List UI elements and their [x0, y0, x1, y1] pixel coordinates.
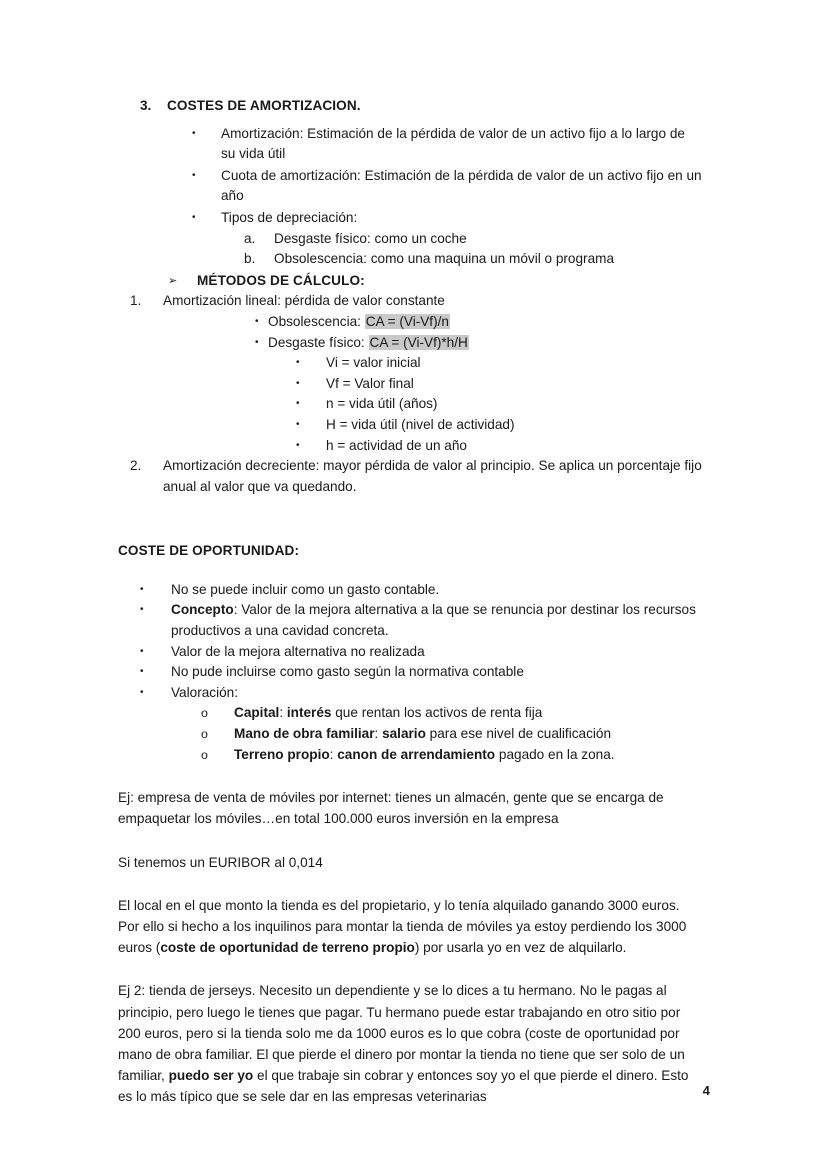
disc-bullet-icon: •: [255, 336, 259, 348]
list-marker-letter: b.: [244, 251, 256, 267]
definition-text: H = vida útil (nivel de actividad): [326, 416, 515, 432]
valoracion-separator: :: [374, 726, 383, 742]
paragraph-ejemplo-moviles: Ej: empresa de venta de móviles por internet: tienes un almacén, gente que se encarga de empaquetar los móviles…en total 100.000 euros inversión en la empresa: [118, 790, 664, 827]
hollow-circle-bullet-icon: o: [201, 706, 208, 721]
disc-bullet-icon: •: [255, 315, 259, 327]
list-marker-number: 3.: [140, 98, 152, 113]
heading-metodos-de-calculo: [168, 271, 702, 292]
hollow-circle-bullet-icon: o: [201, 727, 208, 742]
disc-bullet-icon: •: [296, 357, 300, 369]
definition-h-lower: [296, 436, 702, 457]
disc-bullet-icon: •: [296, 377, 300, 389]
disc-bullet-icon: •: [140, 686, 144, 698]
bullet-text: No pude incluirse como gasto según la normativa contable: [171, 664, 524, 680]
list-item-text: Obsolescencia: como una maquina un móvil o programa: [274, 251, 615, 267]
valoracion-item-mano-de-obra-familiar: [201, 724, 702, 745]
list-marker-number: 2.: [130, 458, 142, 474]
formula-line: [268, 312, 702, 333]
list-marker-letter: a.: [244, 230, 256, 246]
paragraph-local-alquiler: [118, 895, 702, 959]
valoracion-item-terreno-propio: [201, 745, 702, 766]
page-number: 4: [702, 1083, 710, 1098]
formula-highlighted: CA = (Vi-Vf)*h/H: [369, 334, 468, 350]
paragraph-part: ) por usarla yo en vez de alquilarlo.: [414, 940, 627, 956]
paragraph-part: el que trabaje sin cobrar y entonces soy yo el que pierde el dinero. Esto es lo más típico que se sele dar en las empresas veterinarias: [118, 1068, 689, 1105]
bullet-text: No se puede incluir como un gasto contable.: [171, 581, 440, 597]
bullet-text: Valoración:: [171, 684, 238, 700]
term-concepto: Concepto: [171, 602, 234, 618]
heading-costes-amortizacion: [140, 96, 702, 117]
disc-bullet-icon: •: [192, 211, 196, 223]
definition-text: h = actividad de un año: [326, 437, 467, 453]
bullet-text: Tipos de depreciación:: [221, 209, 358, 225]
arrow-bullet-icon: ➢: [168, 274, 178, 287]
list-item-desgaste-fisico: [244, 229, 702, 250]
bullet-text: Amortización: Estimación de la pérdida de valor de un activo fijo a lo largo de su vida útil: [221, 125, 685, 162]
heading-text: MÉTODOS DE CÁLCULO:: [197, 272, 365, 288]
paragraph-ejemplo-jerseys: [118, 980, 702, 1107]
disc-bullet-icon: •: [192, 127, 196, 139]
definition-h-upper: [296, 415, 702, 436]
list-item-text: Amortización decreciente: mayor pérdida de valor al principio. Se aplica un porcentaje fijo anual al valor que va quedando.: [163, 458, 702, 494]
valoracion-text: [234, 745, 702, 766]
definition-vi: [296, 353, 702, 374]
paragraph-part: El local en el que monto la tienda es del propietario, y lo tenía alquilado ganando 3000 euros. Por ello si hecho a los inquilinos para montar la tienda de móviles ya estoy perdiendo los 3000 euros (: [118, 897, 687, 956]
paragraph-emphasis: puedo ser yo: [168, 1068, 254, 1084]
bullet-tipos-depreciacion: [192, 208, 702, 229]
valoracion-rest: que rentan los activos de renta fija: [331, 705, 543, 721]
bullet-text: Cuota de amortización: Estimación de la pérdida de valor de un activo fijo en un año: [221, 167, 702, 204]
bullet-text: [171, 600, 702, 641]
bullet-no-gasto-contable: [140, 580, 702, 601]
formula-row-desgaste-fisico: [255, 333, 702, 354]
formula-label: Desgaste físico:: [268, 334, 369, 350]
formula-line: [268, 333, 702, 354]
definition-text: n = vida útil (años): [326, 396, 438, 412]
valoracion-separator: :: [329, 746, 338, 762]
valoracion-item-capital: [201, 703, 702, 724]
valoracion-text: [234, 703, 702, 724]
valoracion-emphasis: interés: [286, 705, 332, 721]
heading-coste-de-oportunidad: COSTE DE OPORTUNIDAD:: [118, 543, 300, 559]
disc-bullet-icon: •: [140, 666, 144, 678]
disc-bullet-icon: •: [140, 583, 144, 595]
formula-highlighted: CA = (Vi-Vf)/n: [365, 313, 449, 329]
bullet-amortizacion: [192, 124, 702, 165]
valoracion-rest: para ese nivel de cualificación: [425, 726, 612, 742]
list-item-amortizacion-lineal: [130, 291, 702, 312]
disc-bullet-icon: •: [296, 439, 300, 451]
definition-n: [296, 394, 702, 415]
definition-vf: [296, 374, 702, 395]
list-item-text: Desgaste físico: como un coche: [274, 230, 467, 246]
disc-bullet-icon: •: [296, 398, 300, 410]
disc-bullet-icon: •: [296, 418, 300, 430]
valoracion-term: Terreno propio: [234, 746, 330, 762]
list-marker-number: 1.: [130, 293, 142, 309]
disc-bullet-icon: •: [192, 169, 196, 181]
valoracion-term: Capital: [234, 705, 280, 721]
valoracion-text: [234, 724, 702, 745]
paragraph-emphasis: coste de oportunidad de terreno propio: [160, 940, 415, 956]
formula-label: Obsolescencia:: [268, 313, 365, 329]
bullet-no-incluirse-gasto: [140, 662, 702, 683]
disc-bullet-icon: •: [140, 604, 144, 616]
paragraph-part: Ej 2: tienda de jerseys. Necesito un dependiente y se lo dices a tu hermano. No le pagas al principio, pero luego le tienes que pagar. Tu hermano puede estar trabajando en otro sitio por 200 euros, pero si la tienda solo me da 1000 euros es lo que cobra (coste de oportunidad por mano de obra familiar. El que pierde el dinero por montar la tienda no tiene que ser solo de un familiar,: [118, 983, 685, 1084]
heading-text: COSTES DE AMORTIZACION.: [167, 98, 361, 113]
paragraph-euribor: Si tenemos un EURIBOR al 0,014: [118, 854, 323, 870]
list-item-obsolescencia: [244, 249, 702, 270]
valoracion-emphasis: salario: [382, 726, 426, 742]
bullet-cuota-amortizacion: [192, 166, 702, 207]
bullet-concepto: [140, 600, 702, 641]
bullet-rest: : Valor de la mejora alternativa a la que se renuncia por destinar los recursos productivos a una cavidad concreta.: [171, 602, 696, 639]
page-content: [118, 96, 702, 1108]
bullet-valor-mejora-alternativa: [140, 642, 702, 663]
bullet-text: Valor de la mejora alternativa no realizada: [171, 643, 425, 659]
definition-text: Vi = valor inicial: [326, 355, 421, 371]
hollow-circle-bullet-icon: o: [201, 747, 208, 762]
definition-text: Vf = Valor final: [326, 375, 414, 391]
bullet-valoracion: [140, 683, 702, 704]
valoracion-separator: :: [279, 705, 287, 721]
formula-row-obsolescencia: [255, 312, 702, 333]
list-item-text: Amortización lineal: pérdida de valor constante: [163, 293, 445, 309]
valoracion-term: Mano de obra familiar: [234, 726, 375, 742]
valoracion-emphasis: canon de arrendamiento: [337, 746, 496, 762]
list-item-amortizacion-decreciente: [130, 456, 702, 497]
disc-bullet-icon: •: [140, 645, 144, 657]
valoracion-rest: pagado en la zona.: [495, 746, 615, 762]
